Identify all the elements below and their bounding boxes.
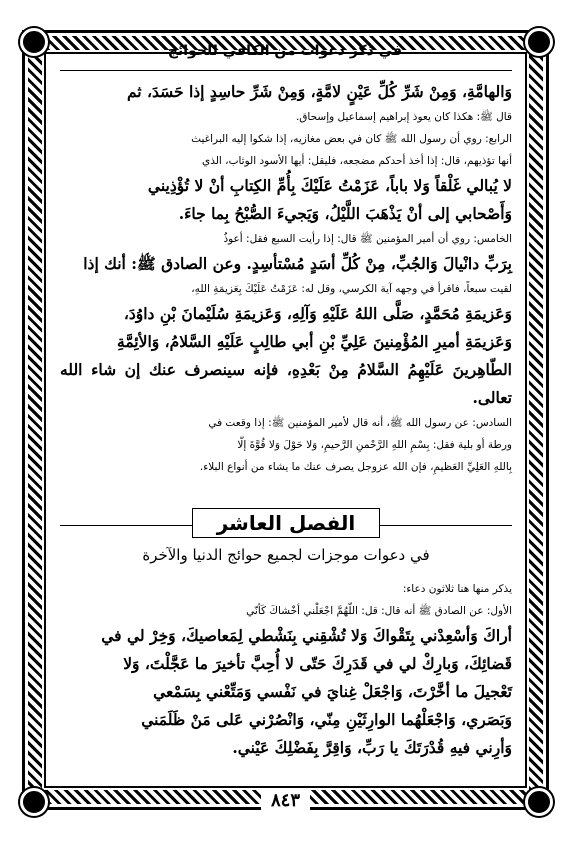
text-line: وَأَصْحابي إلى أنْ يَذْهَبَ اللَّيْلُ، وَيَجيءَ الصُّبْحُ بِما جاءَ. [178,204,512,223]
chapter-heading [60,508,512,538]
page-number-label: ٨٤٣ [261,790,310,811]
text-line: الخامس: روي أن أمير المؤمنين ﷺ قال: إذا رأيت السبع فقل: أعوذُ [223,233,512,245]
text-line: بِاللهِ العَلِيِّ العَظيمِ، فإن الله عزوجل يصرف عنك ما يشاء من أنواع البلاء. [199,461,512,473]
second-text-block [60,578,512,762]
corner-ornament-icon [20,28,48,56]
text-line: وَأرِني فيهِ قُدْرَتَكَ يا رَبِّ، وَاقِرَّ بِفَضْلِكَ عَيْني. [232,738,512,757]
text-line: تَعْجيلَ ما أخَّرْتَ، وَاجْعَلْ غِنايَ في نَفْسي وَمَتِّعْني بِسَمْعي [153,682,512,701]
page-number [0,790,571,811]
header-title: في ذكر دعوات من الكافي للحوائج [167,43,403,59]
text-line: يذكر منها هنا ثلاثون دعاء: [402,583,512,595]
text-line: الرابع: روي أن رسول الله ﷺ كان في بعض مغازيه، إذا شكوا إليه البراغيث [191,133,512,145]
text-line: أراكَ وَأسْعِدْني بِتَقْواكَ وَلا تُشْقِني بِنَشْطي لِمَعاصيكَ، وَخِرْ لي في [101,626,512,645]
text-line: قال ﷺ: هكذا كان يعوذ إبراهيم إسماعيل وإسحاق. [295,111,512,123]
chapter-title: الفصل العاشر [192,508,381,538]
corner-ornament-icon [525,28,553,56]
chapter-subtitle: في دعوات موجزات لجميع حوائج الدنيا والآخرة [142,546,430,564]
text-line: وَعَزيمَةِ مُحَمَّدٍ، صَلَّى اللهُ عَلَيْهِ وَآلِهِ، وَعَزيمَةِ سُلَيْمانَ بْنِ داوُدَ، [123,304,512,323]
text-line: الطّاهِرينَ عَلَيْهِمُ السَّلامُ مِنْ بَعْدِهِ، فإنه سينصرف عنك إن شاء الله تعالى. [60,360,512,407]
text-line: قَضائِكَ، وَبارِكْ لي في قَدَرِكَ حَتّى لا أُحِبَّ تأخيرَ ما عَجَّلْتَ، وَلا [123,654,512,673]
text-line: الأول: عن الصادق ﷺ أنه قال: قل: اللّهُمَّ اجْعَلْني أخْشاكَ كَأنّي [246,605,512,617]
text-line: وَعَزيمَةِ أميرِ المُؤْمِنينَ عَلِيِّ بْنِ أبي طالِبٍ عَلَيْهِ السَّلامُ، وَالأئِمَّةِ [117,332,512,351]
text-line: وَالهامَّةِ، وَمِنْ شَرِّ كُلِّ عَيْنٍ لامَّةٍ، وَمِنْ شَرِّ حاسِدٍ إذا حَسَدَ، ثم [126,82,512,101]
text-line: ورطة أو بلية فقل: بِسْمِ اللهِ الرَّحْمنِ الرَّحيمِ، وَلا حَوْلَ وَلا قُوَّةَ إلّا [237,439,512,451]
text-line: السادس: عن رسول الله ﷺ، أنه قال لأمير المؤمنين ﷺ: إذا وقعت في [208,417,512,429]
running-header [150,40,420,62]
text-line: أنها تؤذيهم، قال: إذا أخذ أحدكم مضجعه، فليقل: أيها الأسود الوثاب، الذي [202,155,512,167]
header-divider [60,70,512,71]
text-line: بِرَبِّ دانْيالَ وَالجُبِّ، مِنْ كُلِّ أسَدٍ مُسْتأسِدٍ. وعن الصادق ﷺ: أنك إذا [83,254,512,273]
text-line: وَبَصَري، وَاجْعَلْهُما الوارِثَيْنِ مِنّي، وَانْصُرْني عَلى مَنْ ظَلَمَني [141,710,512,729]
text-line: لا يُبالي غَلْقاً وَلا باباً، عَزَمْتُ عَلَيْكَ بِأُمِّ الكِتابِ أنْ لا تُؤْذِيني [147,176,512,195]
text-line: لقيت سبعاً، فاقرأ في وجهه آية الكرسي، وقل له: عَزَمْتُ عَلَيْكَ بِعَزيمَةِ اللهِ، [191,283,512,295]
